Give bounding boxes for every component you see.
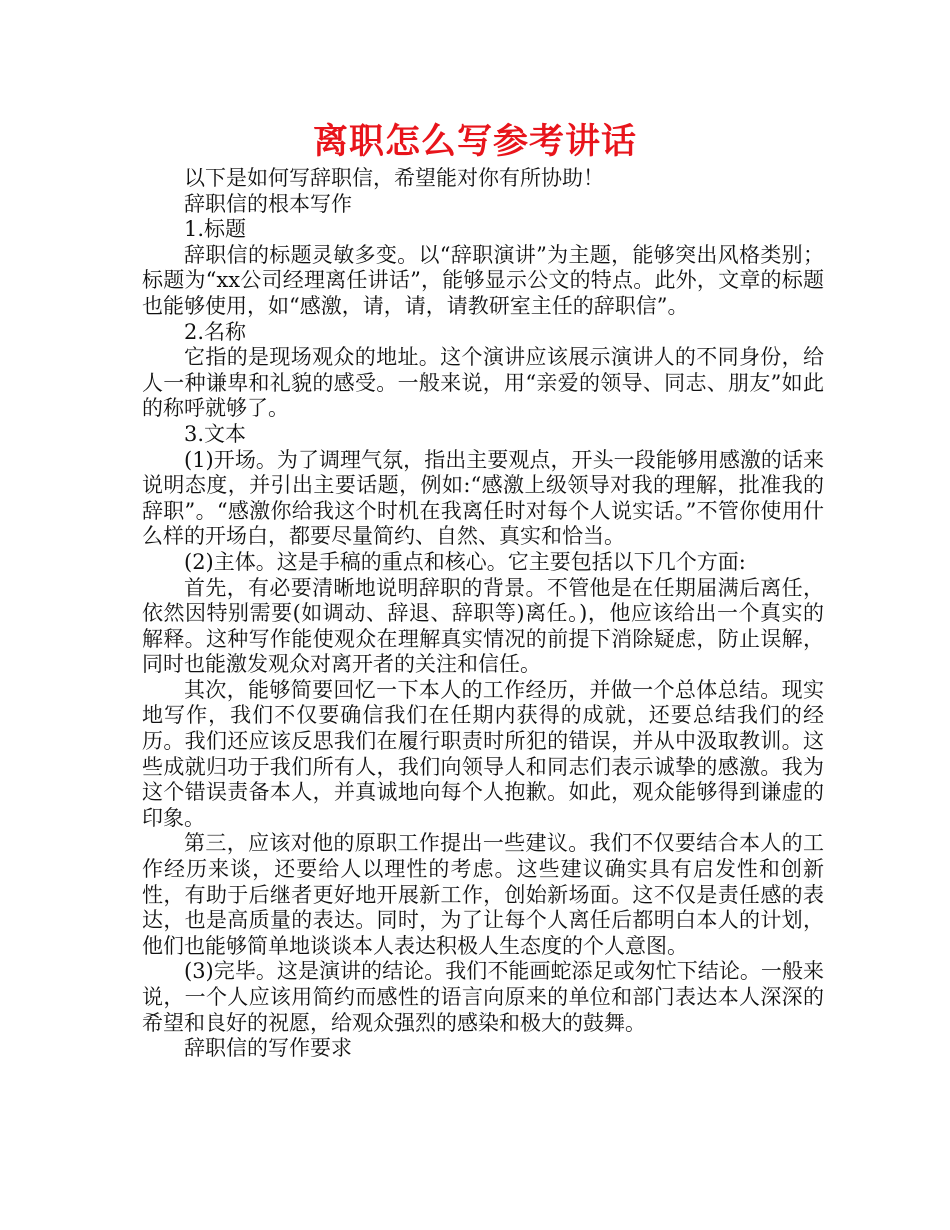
paragraph-name-heading: 2.名称 xyxy=(184,319,247,344)
document-body xyxy=(142,166,824,1062)
paragraph-text-heading: 3.文本 xyxy=(184,421,247,446)
paragraph-basic-writing-heading: 辞职信的根本写作 xyxy=(184,191,352,216)
paragraph-ending: (3)完毕。这是演讲的结论。我们不能画蛇添足或匆忙下结论。一般来说，一个人应该用简约而感性的语言向原来的单位和部门表达本人深深的希望和良好的祝愿，给观众强烈的感染和极大的鼓舞。 xyxy=(142,959,824,1035)
paragraph-first-point: 首先，有必要清晰地说明辞职的背景。不管他是在任期届满后离任，依然因特别需要(如调动、辞退、辞职等)离任。)，他应该给出一个真实的解释。这种写作能使观众在理解真实情况的前提下消除疑虑，防止误解，同时也能激发观众对离开者的关注和信任。 xyxy=(142,575,824,677)
paragraph-title-body: 辞职信的标题灵敏多变。以“辞职演讲”为主题，能够突出风格类别；标题为“xx公司经理离任讲话”，能够显示公文的特点。此外，文章的标题也能够使用，如“感激，请，请，请教研室主任的辞职信”。 xyxy=(142,242,824,318)
paragraph-opening: (1)开场。为了调理气氛，指出主要观点，开头一段能够用感激的话来说明态度，并引出主要话题，例如:“感激上级领导对我的理解，批准我的辞职”。“感激你给我这个时机在我离任时对每个人说实话。”不管你使用什么样的开场白，都要尽量简约、自然、真实和恰当。 xyxy=(142,447,824,549)
document-title: 离职怎么写参考讲话 xyxy=(312,122,637,162)
paragraph-name-body: 它指的是现场观众的地址。这个演讲应该展示演讲人的不同身份，给人一种谦卑和礼貌的感受。一般来说，用“亲爱的领导、同志、朋友”如此的称呼就够了。 xyxy=(142,345,824,421)
paragraph-title-heading: 1.标题 xyxy=(184,217,247,242)
paragraph-third-point: 第三，应该对他的原职工作提出一些建议。我们不仅要结合本人的工作经历来谈，还要给人以理性的考虑。这些建议确实具有启发性和创新性，有助于后继者更好地开展新工作，创始新场面。这不仅是责任感的表达，也是高质量的表达。同时，为了让每个人离任后都明白本人的计划，他们也能够简单地谈谈本人表达积极人生态度的个人意图。 xyxy=(142,831,824,958)
paragraph-main-body: (2)主体。这是手稿的重点和核心。它主要包括以下几个方面: xyxy=(184,549,746,574)
paragraph-second-point: 其次，能够简要回忆一下本人的工作经历，并做一个总体总结。现实地写作，我们不仅要确信我们在任期内获得的成就，还要总结我们的经历。我们还应该反思我们在履行职责时所犯的错误，并从中汲取教训。这些成就归功于我们所有人，我们向领导人和同志们表示诚挚的感激。我为这个错误责备本人，并真诚地向每个人抱歉。如此，观众能够得到谦虚的印象。 xyxy=(142,677,824,830)
paragraph-intro: 以下是如何写辞职信，希望能对你有所协助！ xyxy=(184,166,604,190)
paragraph-requirements-heading: 辞职信的写作要求 xyxy=(184,1036,352,1061)
